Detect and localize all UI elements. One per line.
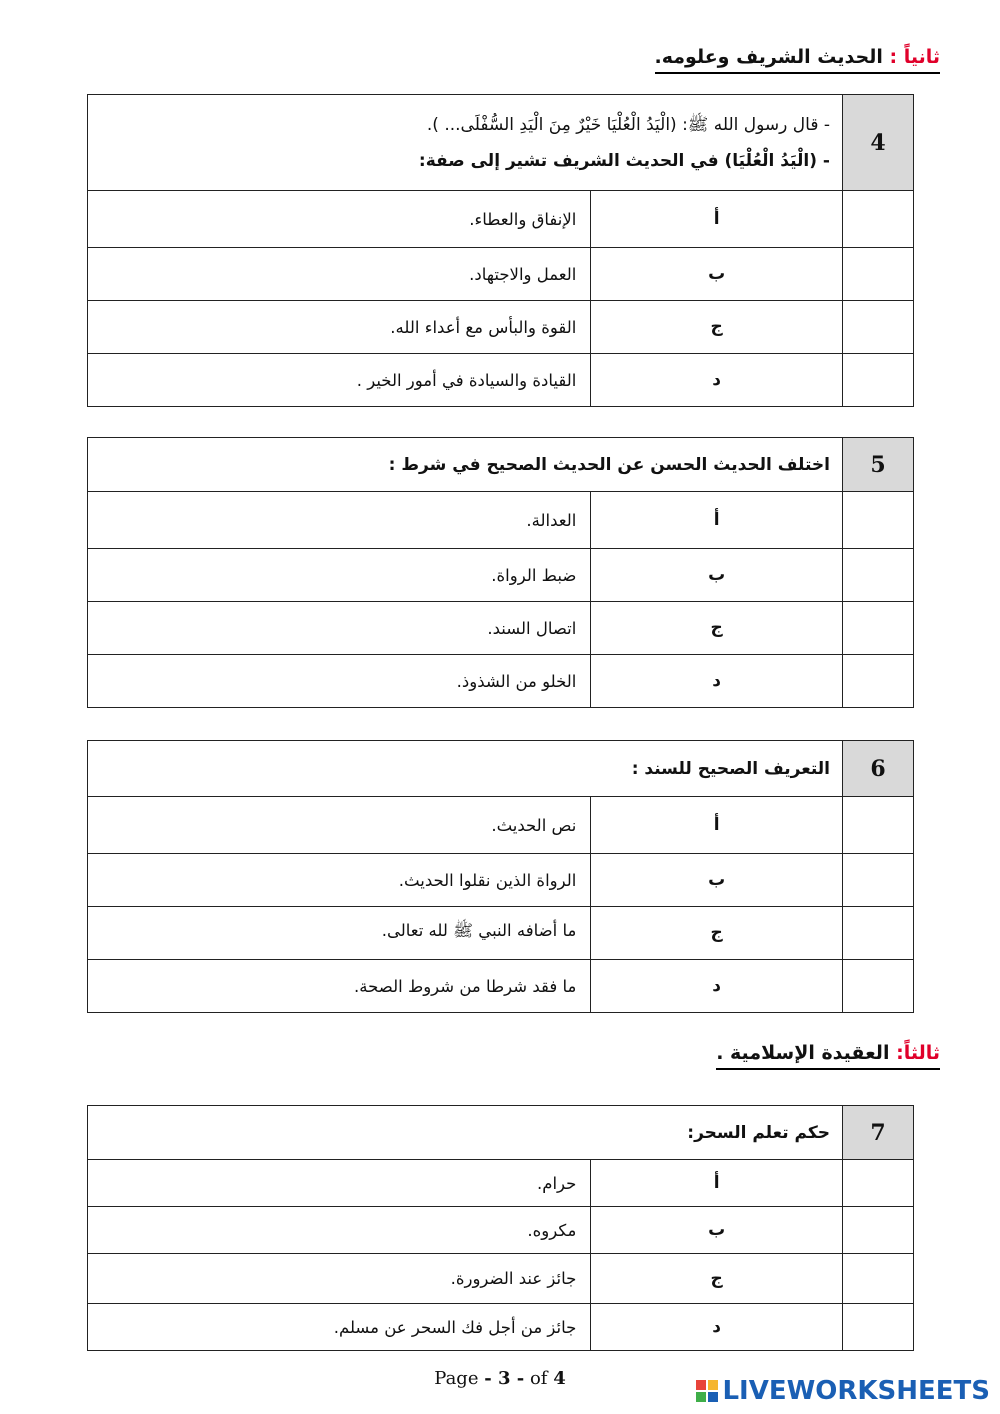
option-letter: ج [591,907,843,960]
question-row [88,1106,914,1160]
option-letter: ج [591,602,843,655]
option-row-b[interactable] [88,549,914,602]
option-letter: د [591,960,843,1013]
option-letter: د [591,655,843,708]
page-current: - 3 - [484,1368,525,1389]
option-letter: ب [591,549,843,602]
section-label: ثالثاً: [896,1042,940,1064]
liveworksheets-logo-icon [696,1380,718,1402]
answer-box[interactable] [843,248,914,301]
answer-box[interactable] [843,301,914,354]
section-label: ثانياً : [889,46,940,68]
option-row-d[interactable] [88,960,914,1013]
option-text[interactable]: ضبط الرواة. [88,549,591,602]
page-prefix: Page [434,1368,479,1389]
page-of: of [529,1368,548,1389]
question-4-table [87,94,914,407]
option-text[interactable]: العدالة. [88,492,591,549]
option-letter: أ [591,492,843,549]
answer-box[interactable] [843,1207,914,1254]
option-row-a[interactable] [88,1160,914,1207]
option-text[interactable]: مكروه. [88,1207,591,1254]
option-row-b[interactable] [88,854,914,907]
option-letter: أ [591,797,843,854]
question-row [88,95,914,191]
answer-box[interactable] [843,1254,914,1304]
question-text [88,95,843,191]
option-text[interactable]: الإنفاق والعطاء. [88,191,591,248]
answer-box[interactable] [843,191,914,248]
question-prompt: - (الْيَدُ الْعُلْيَا) في الحديث الشريف تشير إلى صفة: [418,150,830,171]
question-5-table [87,437,914,708]
option-text[interactable]: ما فقد شرطا من شروط الصحة. [88,960,591,1013]
option-letter: أ [591,1160,843,1207]
answer-box[interactable] [843,907,914,960]
option-row-c[interactable] [88,1254,914,1304]
answer-box[interactable] [843,354,914,407]
section-title: العقيدة الإسلامية . [716,1042,890,1064]
answer-box[interactable] [843,655,914,708]
question-number: 7 [843,1106,914,1160]
page-total: 4 [553,1368,566,1389]
option-letter: د [591,354,843,407]
answer-box[interactable] [843,549,914,602]
option-row-c[interactable] [88,301,914,354]
option-text[interactable]: حرام. [88,1160,591,1207]
option-text[interactable]: جائز عند الضرورة. [88,1254,591,1304]
option-text[interactable]: القوة والبأس مع أعداء الله. [88,301,591,354]
option-letter: ج [591,1254,843,1304]
option-row-b[interactable] [88,248,914,301]
question-text: التعريف الصحيح للسند : [88,741,843,797]
option-letter: د [591,1304,843,1351]
option-text[interactable]: الخلو من الشذوذ. [88,655,591,708]
option-text[interactable]: القيادة والسيادة في أمور الخير . [88,354,591,407]
question-quote: - قال رسول الله ﷺ: (الْيَدُ الْعُلْيَا خَيْرٌ مِنَ الْيَدِ السُّفْلَى... ). [426,114,830,135]
logo-square [696,1380,706,1390]
brand-name: LIVEWORKSHEETS [722,1376,990,1406]
question-row [88,741,914,797]
question-7-table [87,1105,914,1351]
answer-box[interactable] [843,960,914,1013]
option-letter: ب [591,1207,843,1254]
question-number: 6 [843,741,914,797]
option-row-a[interactable] [88,492,914,549]
logo-square [708,1392,718,1402]
option-row-c[interactable] [88,602,914,655]
option-letter: ب [591,248,843,301]
option-text[interactable]: جائز من أجل فك السحر عن مسلم. [88,1304,591,1351]
option-letter: أ [591,191,843,248]
liveworksheets-brand[interactable] [696,1376,990,1406]
option-row-d[interactable] [88,354,914,407]
option-row-d[interactable] [88,1304,914,1351]
option-row-b[interactable] [88,1207,914,1254]
answer-box[interactable] [843,1304,914,1351]
option-text[interactable]: الرواة الذين نقلوا الحديث. [88,854,591,907]
question-text: اختلف الحديث الحسن عن الحديث الصحيح في شرط : [88,438,843,492]
option-letter: ب [591,854,843,907]
answer-box[interactable] [843,492,914,549]
question-number: 5 [843,438,914,492]
question-number: 4 [843,95,914,191]
section-heading-aqeedah [716,1040,940,1070]
option-row-a[interactable] [88,191,914,248]
answer-box[interactable] [843,797,914,854]
option-text[interactable]: نص الحديث. [88,797,591,854]
option-row-d[interactable] [88,655,914,708]
question-6-table [87,740,914,1013]
question-text: حكم تعلم السحر: [88,1106,843,1160]
logo-square [708,1380,718,1390]
question-row [88,438,914,492]
option-text[interactable]: اتصال السند. [88,602,591,655]
answer-box[interactable] [843,602,914,655]
answer-box[interactable] [843,854,914,907]
option-row-c[interactable] [88,907,914,960]
option-row-a[interactable] [88,797,914,854]
section-heading-hadith [655,44,940,74]
option-text[interactable]: ما أضافه النبي ﷺ لله تعالى. [88,907,591,960]
logo-square [696,1392,706,1402]
answer-box[interactable] [843,1160,914,1207]
option-letter: ج [591,301,843,354]
section-title: الحديث الشريف وعلومه. [654,46,883,68]
option-text[interactable]: العمل والاجتهاد. [88,248,591,301]
